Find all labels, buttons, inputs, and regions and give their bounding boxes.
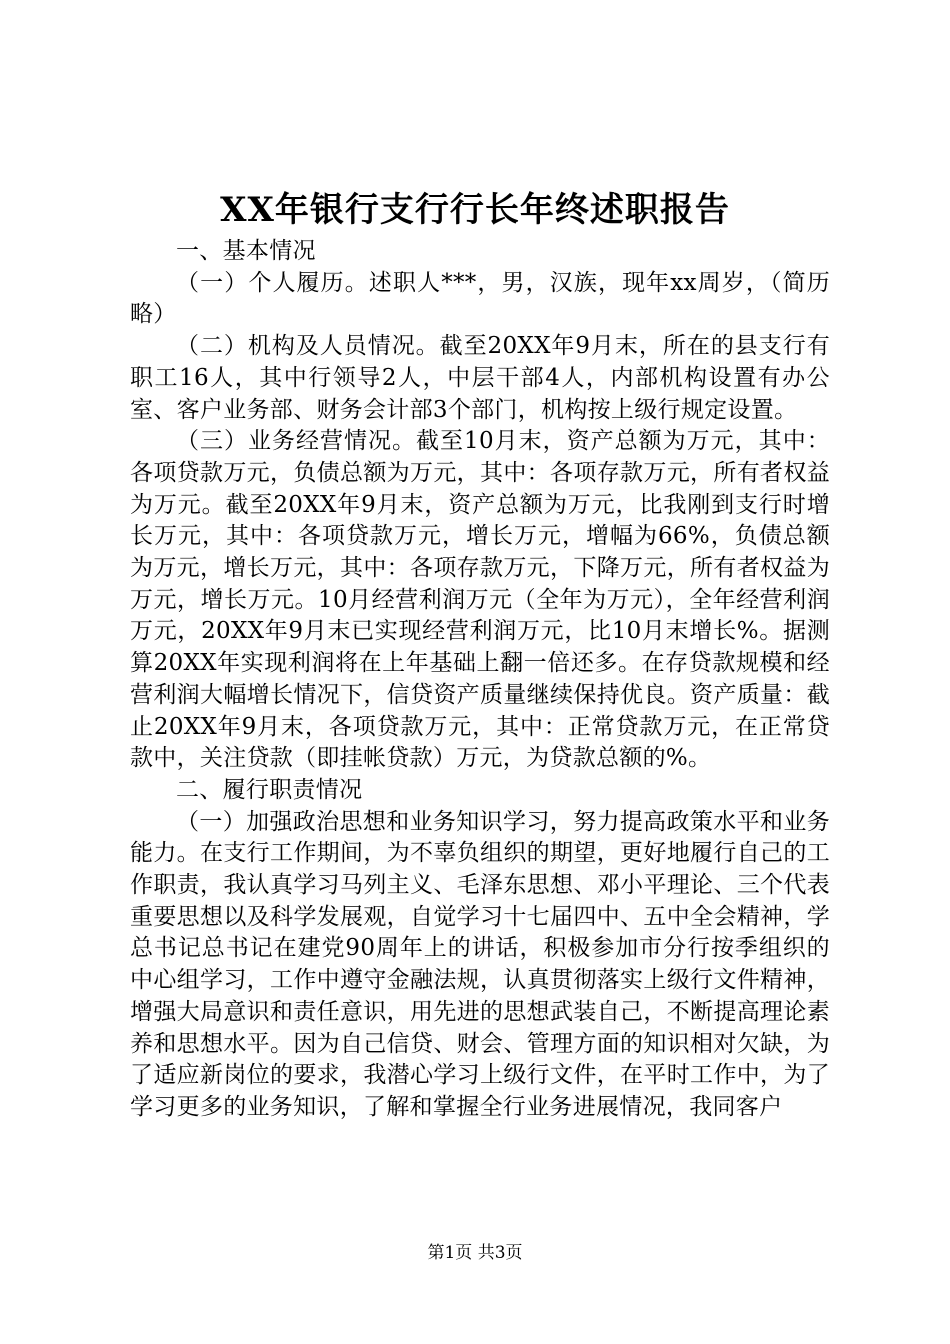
paragraph-personal-resume: （一）个人履历。述职人***，男，汉族，现年xx周岁，（简历略） [130, 269, 830, 328]
paragraph-organization-staff: （二）机构及人员情况。截至20XX年9月末，所在的县支行有职工16人，其中行领导2人，中层干部4人，内部机构设置有办公室、客户业务部、财务会计部3个部门，机构按上级行规定设置。 [130, 333, 830, 423]
document-body [130, 236, 830, 1124]
paragraph-business-operations: （三）业务经营情况。截至10月末，资产总额为万元，其中：各项贷款万元，负债总额为万元，其中：各项存款万元，所有者权益为万元。截至20XX年9月末，资产总额为万元，比我刚到支行时增长万元，其中：各项贷款万元，增长万元，增幅为66%，负债总额为万元，增长万元，其中：各项存款万元，下降万元，所有者权益为万元，增长万元。10月经营利润万元（全年为万元），全年经营利润万元，20XX年9月末已实现经营利润万元，比10月末增长%。据测算20XX年实现利润将在上年基础上翻一倍还多。在存贷款规模和经营利润大幅增长情况下，信贷资产质量继续保持优良。资产质量：截止20XX年9月末，各项贷款万元，其中：正常贷款万元，在正常贷款中，关注贷款（即挂帐贷款）万元，为贷款总额的%。 [130, 428, 830, 772]
page-footer: 第1页 共3页 [427, 1243, 523, 1263]
paragraph-political-study: （一）加强政治思想和业务知识学习，努力提高政策水平和业务能力。在支行工作期间，为不辜负组织的期望，更好地履行自己的工作职责，我认真学习马列主义、毛泽东思想、邓小平理论、三个代表重要思想以及科学发展观，自觉学习十七届四中、五中全会精神，学总书记总书记在建党90周年上的讲话，积极参加市分行按季组织的中心组学习，工作中遵守金融法规，认真贯彻落实上级行文件精神，增强大局意识和责任意识，用先进的思想武装自己，不断提高理论素养和思想水平。因为自己信贷、财会、管理方面的知识相对欠缺，为了适应新岗位的要求，我潜心学习上级行文件，在平时工作中，为了学习更多的业务知识，了解和掌握全行业务进展情况，我同客户 [130, 808, 830, 1120]
document-title: XX年银行支行行长年终述职报告 [220, 190, 730, 230]
section-heading-duties: 二、履行职责情况 [176, 776, 363, 803]
section-heading-basic-info: 一、基本情况 [176, 238, 316, 264]
